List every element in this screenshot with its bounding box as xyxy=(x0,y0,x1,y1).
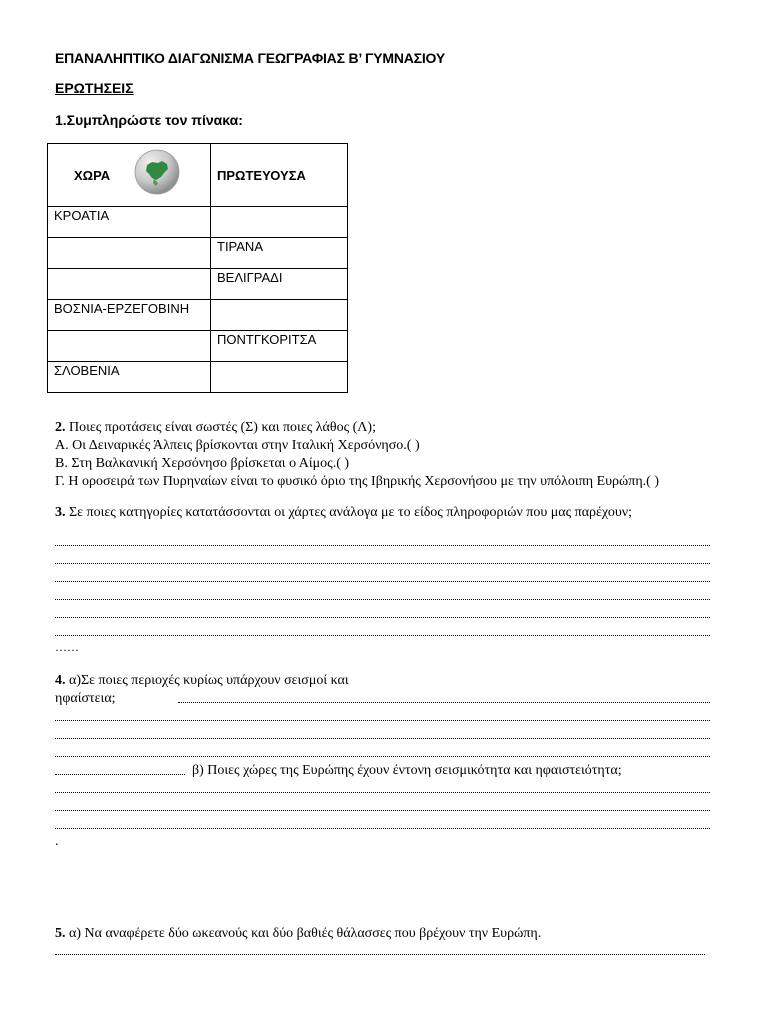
q3-text: Σε ποιες κατηγορίες κατατάσσονται οι χάρτες ανάλογα με το είδος πληροφοριών που μας παρέχουν; xyxy=(65,505,632,520)
answer-line[interactable] xyxy=(55,617,710,618)
header-capital-cell xyxy=(211,144,348,207)
q2-text: Ποιες προτάσεις είναι σωστές (Σ) και ποιες λάθος (Λ); xyxy=(65,420,376,435)
country-cell[interactable] xyxy=(48,331,211,362)
q2-number: 2. xyxy=(55,420,66,435)
header-country-cell xyxy=(48,144,211,207)
q1-heading: 1.Συμπληρώστε τον πίνακα: xyxy=(55,112,243,128)
globe-europe-icon xyxy=(134,149,180,195)
table-row xyxy=(48,207,348,238)
q2-statement-c: Γ. Η οροσειρά των Πυρηναίων είναι το φυσικό όριο της Ιβηρικής Χερσονήσου με την υπόλοιπη Ευρώπη.( ) xyxy=(55,474,659,489)
capital-cell[interactable] xyxy=(211,207,348,238)
page-title: ΕΠΑΝΑΛΗΠΤΙΚΟ ΔΙΑΓΩΝΙΣΜΑ ΓΕΩΓΡΑΦΙΑΣ Β’ ΓΥΜΝΑΣΙΟΥ xyxy=(55,50,445,66)
q4a-text: α)Σε ποιες περιοχές κυρίως υπάρχουν σεισμοί και xyxy=(65,673,349,688)
q2-statement-b: Β. Στη Βαλκανική Χερσόνησο βρίσκεται ο Αίμος.( ) xyxy=(55,456,350,471)
capital-cell: ΤΙΡΑΝΑ xyxy=(211,238,348,269)
answer-line[interactable] xyxy=(55,756,710,757)
q2-prompt xyxy=(55,420,376,436)
answer-line[interactable] xyxy=(55,954,705,955)
header-capital: ΠΡΩΤΕΥΟΥΣΑ xyxy=(217,167,306,183)
answer-line[interactable] xyxy=(55,810,710,811)
q3-number: 3. xyxy=(55,505,66,520)
answer-line[interactable] xyxy=(55,545,710,546)
q3-tail: …… xyxy=(55,640,79,654)
country-cell: ΒΟΣΝΙΑ-ΕΡΖΕΓΟΒΙΝΗ xyxy=(48,300,211,331)
country-capital-table xyxy=(47,143,348,393)
q3-prompt xyxy=(55,505,632,521)
country-cell: ΣΛΟΒΕΝΙΑ xyxy=(48,362,211,393)
table-row xyxy=(48,331,348,362)
q5-prompt xyxy=(55,926,541,942)
capital-cell[interactable] xyxy=(211,300,348,331)
country-cell: ΚΡΟΑΤΙΑ xyxy=(48,207,211,238)
capital-cell[interactable] xyxy=(211,362,348,393)
answer-line[interactable] xyxy=(55,828,710,829)
answer-line[interactable] xyxy=(55,792,710,793)
answer-line[interactable] xyxy=(55,599,710,600)
answer-line[interactable] xyxy=(55,738,710,739)
answer-line[interactable] xyxy=(55,563,710,564)
capital-cell: ΠΟΝΤΓΚΟΡΙΤΣΑ xyxy=(211,331,348,362)
answer-line[interactable] xyxy=(55,720,710,721)
table-row xyxy=(48,362,348,393)
section-label: ΕΡΩΤΗΣΕΙΣ xyxy=(55,80,134,96)
table-header-row xyxy=(48,144,348,207)
table-row xyxy=(48,269,348,300)
q4a-prompt xyxy=(55,673,349,689)
table-row xyxy=(48,300,348,331)
table-row xyxy=(48,238,348,269)
answer-line[interactable] xyxy=(178,702,710,703)
country-cell[interactable] xyxy=(48,238,211,269)
answer-line[interactable] xyxy=(55,581,710,582)
q4-number: 4. xyxy=(55,673,66,688)
answer-line[interactable] xyxy=(55,635,710,636)
q4a-prompt-2: ηφαίστεια; xyxy=(55,691,116,706)
country-cell[interactable] xyxy=(48,269,211,300)
q4-tail: . xyxy=(55,834,59,849)
capital-cell: ΒΕΛΙΓΡΑΔΙ xyxy=(211,269,348,300)
q2-statement-a: Α. Οι Δειναρικές Άλπεις βρίσκονται στην Ιταλική Χερσόνησο.( ) xyxy=(55,438,420,453)
header-country: ΧΩΡΑ xyxy=(74,167,111,183)
answer-line[interactable] xyxy=(55,774,185,775)
q4b-prompt: β) Ποιες χώρες της Ευρώπης έχουν έντονη σεισμικότητα και ηφαιστειότητα; xyxy=(192,763,622,778)
q5-number: 5. xyxy=(55,926,66,941)
q5-text: α) Να αναφέρετε δύο ωκεανούς και δύο βαθιές θάλασσες που βρέχουν την Ευρώπη. xyxy=(65,926,542,941)
